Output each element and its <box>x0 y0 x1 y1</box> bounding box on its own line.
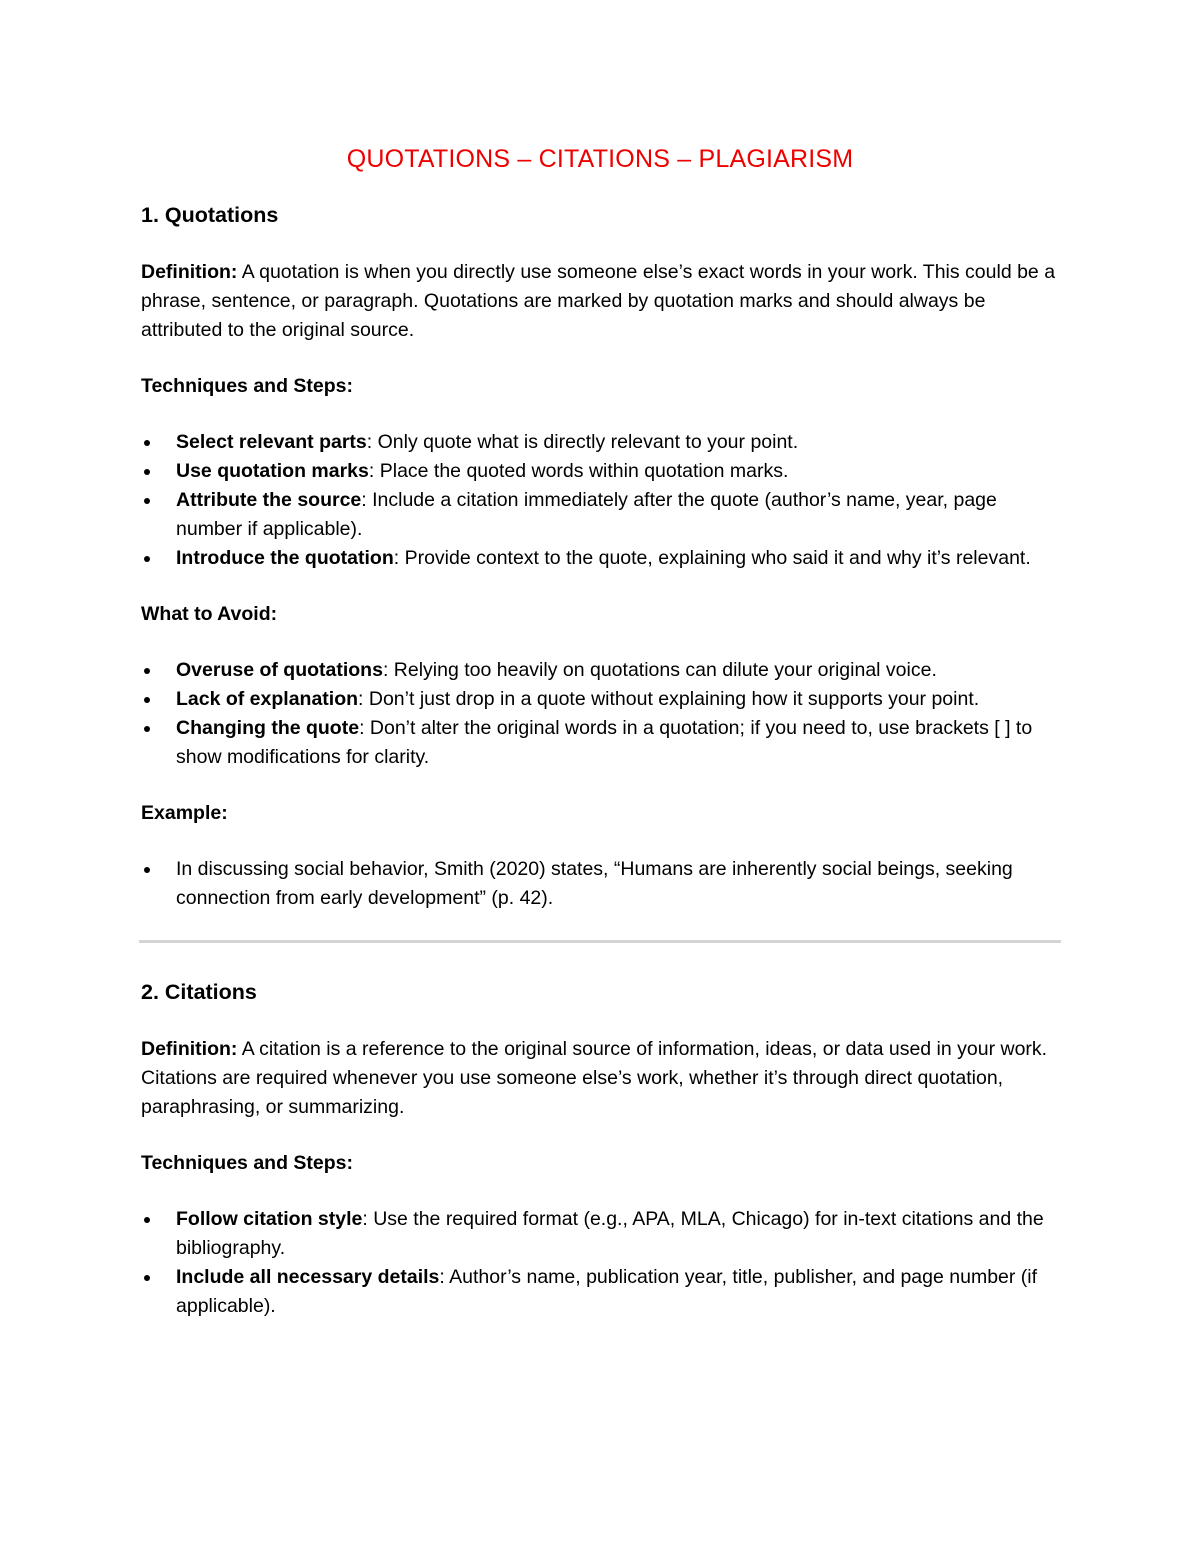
item-label: Changing the quote <box>176 717 360 739</box>
list-item <box>141 855 1059 913</box>
definition-label: Definition: <box>141 261 238 283</box>
avoid-heading: What to Avoid: <box>141 603 278 625</box>
item-text: : Relying too heavily on quotations can dilute your original voice. <box>382 659 937 681</box>
list-item <box>141 1263 1059 1321</box>
techniques-heading: Techniques and Steps: <box>141 1152 354 1174</box>
item-label: Use quotation marks <box>176 460 369 482</box>
list-item <box>141 714 1059 772</box>
item-text: : Don’t alter the original words in a quotation; if you need to, use brackets [ ] to show modifications for clarity. <box>176 717 1033 768</box>
quotations-avoid-list <box>141 656 1059 772</box>
item-label: Include all necessary details <box>176 1266 440 1288</box>
techniques-heading: Techniques and Steps: <box>141 375 354 397</box>
definition-label: Definition: <box>141 1038 238 1060</box>
item-text: : Don’t just drop in a quote without explaining how it supports your point. <box>358 688 980 710</box>
definition-text: A quotation is when you directly use someone else’s exact words in your work. This could be a phrase, sentence, or paragraph. Quotations are marked by quotation marks and should always be attributed to the original source. <box>141 261 1056 341</box>
quotations-definition <box>141 258 1059 345</box>
list-item <box>141 656 1059 685</box>
item-label: Introduce the quotation <box>176 547 394 569</box>
item-text: : Only quote what is directly relevant to your point. <box>366 431 799 453</box>
definition-text: A citation is a reference to the original source of information, ideas, or data used in your work. Citations are required whenever you use someone else’s work, whether it’s through direct quotation, paraphrasing, or summarizing. <box>141 1038 1048 1118</box>
section-heading-quotations: 1. Quotations <box>141 203 279 227</box>
document-title: QUOTATIONS – CITATIONS – PLAGIARISM <box>346 145 854 173</box>
list-item <box>141 544 1059 573</box>
section-divider <box>139 940 1061 943</box>
list-item <box>141 428 1059 457</box>
list-item <box>141 1205 1059 1263</box>
item-label: Follow citation style <box>176 1208 363 1230</box>
item-label: Select relevant parts <box>176 431 367 453</box>
list-item <box>141 457 1059 486</box>
item-label: Attribute the source <box>176 489 362 511</box>
item-text: : Place the quoted words within quotation marks. <box>368 460 789 482</box>
item-label: Lack of explanation <box>176 688 359 710</box>
list-item <box>141 685 1059 714</box>
citations-techniques-list <box>141 1205 1059 1321</box>
quotations-techniques-list <box>141 428 1059 573</box>
item-text: In discussing social behavior, Smith (2020) states, “Humans are inherently social beings, seeking connection from early development” (p. 42). <box>176 858 1013 909</box>
example-heading: Example: <box>141 802 228 824</box>
item-text: : Include a citation immediately after the quote (author’s name, year, page number if applicable). <box>176 489 997 540</box>
section-heading-citations: 2. Citations <box>141 980 257 1004</box>
item-label: Overuse of quotations <box>176 659 383 681</box>
item-text: : Author’s name, publication year, title, publisher, and page number (if applicable). <box>176 1266 1038 1317</box>
citations-definition <box>141 1035 1059 1122</box>
item-text: : Provide context to the quote, explaining who said it and why it’s relevant. <box>393 547 1031 569</box>
quotations-example-list <box>141 855 1059 913</box>
item-text: : Use the required format (e.g., APA, MLA, Chicago) for in-text citations and the bibliography. <box>176 1208 1044 1259</box>
list-item <box>141 486 1059 544</box>
